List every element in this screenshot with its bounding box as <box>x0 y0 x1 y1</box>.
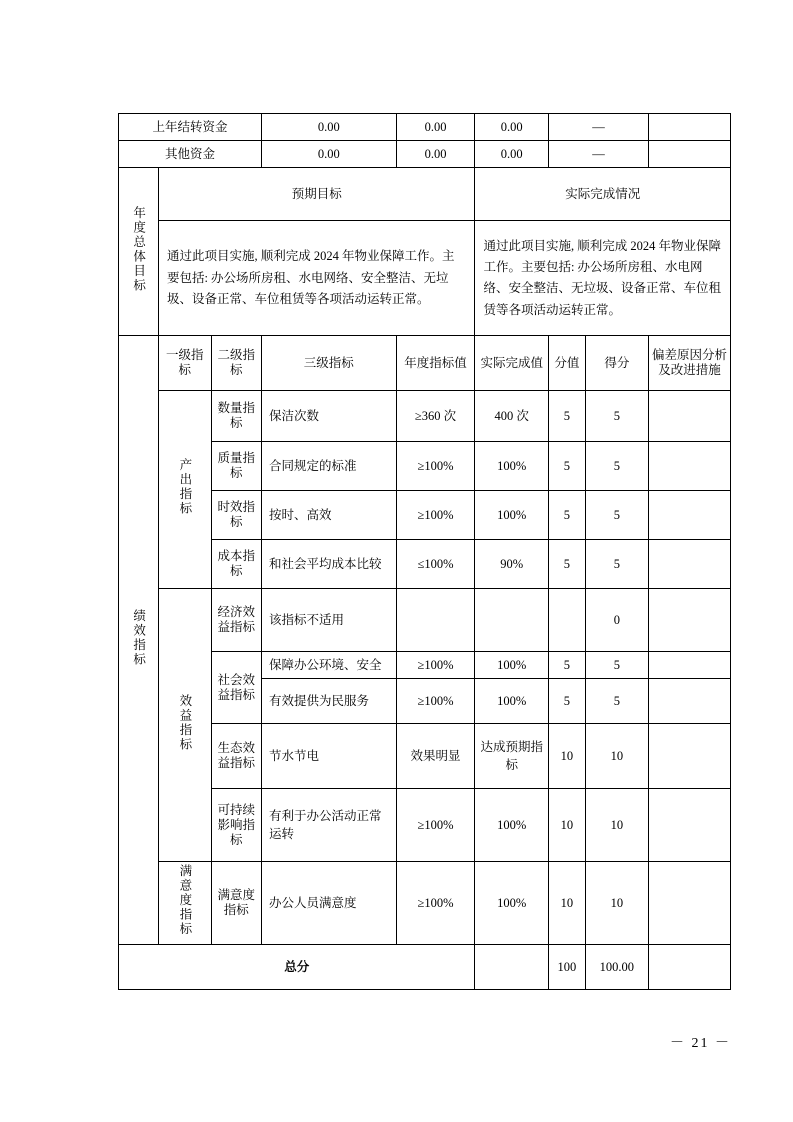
table-row <box>119 491 731 540</box>
annual-goal-content-row <box>119 221 731 336</box>
budget-performance-table <box>118 113 731 990</box>
score: 10 <box>585 789 648 862</box>
group-label-benefit: 效益指标 <box>158 589 211 862</box>
table-row <box>119 540 731 589</box>
funding-value-4: — <box>549 141 649 168</box>
annual-value: ≥100% <box>396 442 475 491</box>
funding-value-1: 0.00 <box>261 114 396 141</box>
funding-value-2: 0.00 <box>396 141 475 168</box>
annual-value <box>396 589 475 652</box>
level3-label: 有效提供为民服务 <box>261 679 396 724</box>
deviation <box>648 724 730 789</box>
level3-label: 该指标不适用 <box>261 589 396 652</box>
score-value <box>549 589 586 652</box>
group-label-output: 产出指标 <box>158 391 211 589</box>
total-actual <box>475 945 549 990</box>
level2-label: 质量指标 <box>211 442 261 491</box>
score: 10 <box>585 862 648 945</box>
header-level1: 一级指标 <box>158 336 211 391</box>
actual-goal-text: 通过此项目实施, 顺利完成 2024 年物业保障工作。主要包括: 办公场所房租、水电网络、安全整洁、无垃圾、设备正常、车位租赁等各项活动运转正常。 <box>475 221 731 336</box>
level3-label: 按时、高效 <box>261 491 396 540</box>
level2-label: 经济效益指标 <box>211 589 261 652</box>
annual-value: 效果明显 <box>396 724 475 789</box>
actual-value: 100% <box>475 491 549 540</box>
score: 5 <box>585 679 648 724</box>
score-value: 5 <box>549 652 586 679</box>
table-row <box>119 589 731 652</box>
funding-value-2: 0.00 <box>396 114 475 141</box>
deviation <box>648 789 730 862</box>
page-number: － 21 － <box>670 1036 731 1051</box>
deviation <box>648 540 730 589</box>
funding-value-3: 0.00 <box>475 114 549 141</box>
level3-label: 节水节电 <box>261 724 396 789</box>
score-value: 10 <box>549 862 586 945</box>
header-score: 得分 <box>585 336 648 391</box>
expected-goal-text: 通过此项目实施, 顺利完成 2024 年物业保障工作。主要包括: 办公场所房租、水电网络、安全整洁、无垃圾、设备正常、车位租赁等各项活动运转正常。 <box>158 221 474 336</box>
annual-goal-row-label: 年度总体目标 <box>119 168 159 336</box>
level2-label: 生态效益指标 <box>211 724 261 789</box>
annual-value: ≥100% <box>396 652 475 679</box>
annual-value: ≥100% <box>396 789 475 862</box>
total-score: 100.00 <box>585 945 648 990</box>
table-row <box>119 724 731 789</box>
level2-label: 社会效益指标 <box>211 652 261 724</box>
group-label-satisfaction: 满意度指标 <box>158 862 211 945</box>
score: 0 <box>585 589 648 652</box>
annual-value: ≥100% <box>396 679 475 724</box>
table-row <box>119 114 731 141</box>
level3-label: 办公人员满意度 <box>261 862 396 945</box>
level3-label: 有利于办公活动正常运转 <box>261 789 396 862</box>
annual-value: ≥100% <box>396 491 475 540</box>
total-deviation <box>648 945 730 990</box>
header-level2: 二级指标 <box>211 336 261 391</box>
score-value: 10 <box>549 789 586 862</box>
deviation <box>648 442 730 491</box>
actual-value <box>475 589 549 652</box>
level2-label: 成本指标 <box>211 540 261 589</box>
performance-header-row <box>119 336 731 391</box>
table-row <box>119 652 731 679</box>
total-label: 总分 <box>119 945 475 990</box>
score-value: 5 <box>549 540 586 589</box>
header-actual-value: 实际完成值 <box>475 336 549 391</box>
table-row <box>119 789 731 862</box>
funding-value-5 <box>648 141 730 168</box>
score-value: 5 <box>549 679 586 724</box>
actual-value: 90% <box>475 540 549 589</box>
annual-value: ≤100% <box>396 540 475 589</box>
level3-label: 保洁次数 <box>261 391 396 442</box>
deviation <box>648 491 730 540</box>
table-row <box>119 391 731 442</box>
actual-value: 100% <box>475 652 549 679</box>
score: 5 <box>585 491 648 540</box>
performance-row-label: 绩效指标 <box>119 336 159 945</box>
actual-value: 100% <box>475 789 549 862</box>
deviation <box>648 679 730 724</box>
score: 10 <box>585 724 648 789</box>
funding-value-1: 0.00 <box>261 141 396 168</box>
table-row <box>119 442 731 491</box>
actual-value: 100% <box>475 442 549 491</box>
funding-value-4: — <box>549 114 649 141</box>
actual-goal-header: 实际完成情况 <box>475 168 731 221</box>
annual-value: ≥360 次 <box>396 391 475 442</box>
level2-label: 时效指标 <box>211 491 261 540</box>
deviation <box>648 391 730 442</box>
header-deviation: 偏差原因分析及改进措施 <box>648 336 730 391</box>
header-annual-value: 年度指标值 <box>396 336 475 391</box>
score: 5 <box>585 391 648 442</box>
actual-value: 100% <box>475 862 549 945</box>
level3-label: 保障办公环境、安全 <box>261 652 396 679</box>
level3-label: 合同规定的标准 <box>261 442 396 491</box>
header-score-value: 分值 <box>549 336 586 391</box>
level2-label: 数量指标 <box>211 391 261 442</box>
total-score-value: 100 <box>549 945 586 990</box>
funding-label: 其他资金 <box>119 141 262 168</box>
score-value: 10 <box>549 724 586 789</box>
score-value: 5 <box>549 442 586 491</box>
actual-value: 100% <box>475 679 549 724</box>
deviation <box>648 652 730 679</box>
deviation <box>648 862 730 945</box>
level2-label: 满意度指标 <box>211 862 261 945</box>
level2-label: 可持续影响指标 <box>211 789 261 862</box>
score: 5 <box>585 652 648 679</box>
score: 5 <box>585 540 648 589</box>
level3-label: 和社会平均成本比较 <box>261 540 396 589</box>
funding-value-5 <box>648 114 730 141</box>
score-value: 5 <box>549 491 586 540</box>
annual-goal-header-row <box>119 168 731 221</box>
table-row <box>119 141 731 168</box>
table-row <box>119 862 731 945</box>
score-value: 5 <box>549 391 586 442</box>
actual-value: 400 次 <box>475 391 549 442</box>
funding-label: 上年结转资金 <box>119 114 262 141</box>
score: 5 <box>585 442 648 491</box>
funding-value-3: 0.00 <box>475 141 549 168</box>
deviation <box>648 589 730 652</box>
annual-value: ≥100% <box>396 862 475 945</box>
expected-goal-header: 预期目标 <box>158 168 474 221</box>
actual-value: 达成预期指标 <box>475 724 549 789</box>
total-row <box>119 945 731 990</box>
header-level3: 三级指标 <box>261 336 396 391</box>
